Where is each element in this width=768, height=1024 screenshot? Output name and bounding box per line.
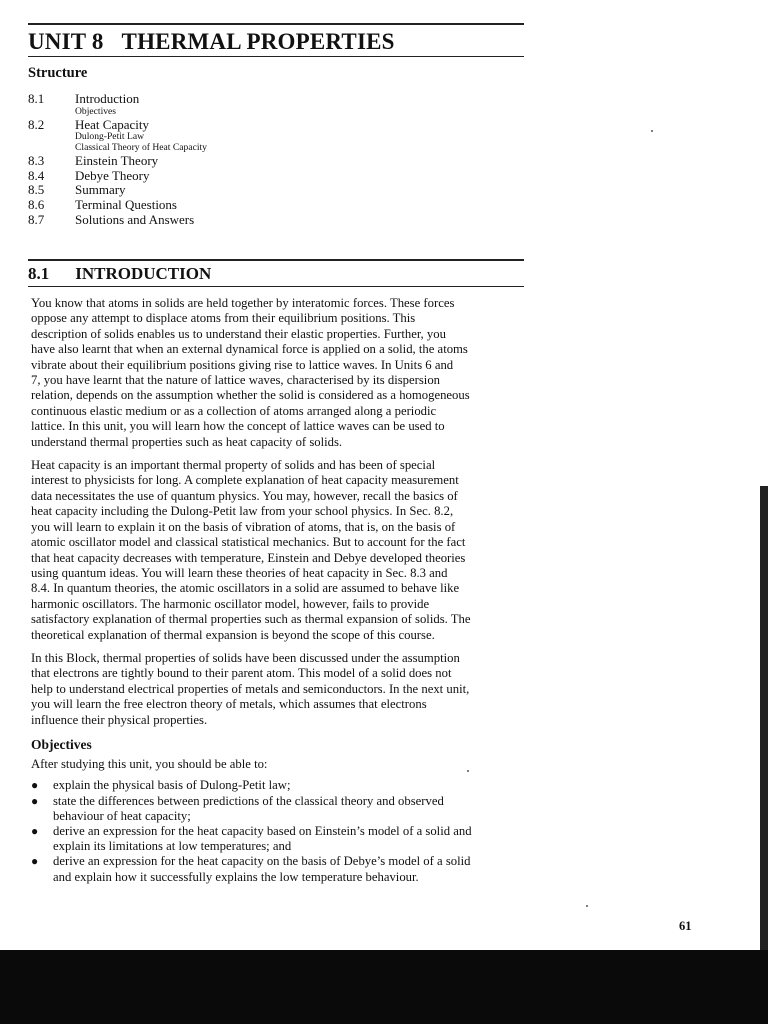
scan-speck [467,770,469,772]
structure-item-label: Terminal Questions [75,196,177,212]
structure-item [28,183,518,198]
section-top-rule [28,259,524,261]
structure-item [28,118,518,133]
scan-speck [651,130,653,132]
scan-speck [586,905,588,907]
objective-text [53,778,291,793]
paragraph-line: that heat capacity decreases with temperature, Einstein and Debye developed theories [31,550,466,565]
structure-item [28,154,518,169]
objective-item [31,824,527,854]
section-name: INTRODUCTION [75,264,212,283]
paragraph-line: interest to physicists for long. A complete explanation of heat capacity measurement [31,473,459,488]
paragraph-line: description of solids enables us to understand their elastic properties. Further, you [31,326,446,341]
scan-edge-shadow [760,486,768,950]
structure-item-number: 8.4 [28,167,45,183]
objective-text [53,854,471,884]
paragraph-line: data necessitates the use of quantum physics. You may, however, recall the basics of [31,488,458,503]
structure-item [28,92,518,107]
paragraph-line: vibrate about their equilibrium positions giving rise to lattice waves. In Units 6 and [31,357,454,372]
top-rule [28,23,524,25]
bullet-icon: ● [31,793,39,808]
objective-item [31,854,527,884]
paragraph-line: relation, depends on the assumption whether the solid is considered as a homogeneous [31,388,470,403]
paragraph-line: In this Block, thermal properties of solids have been discussed under the assumption [31,650,460,665]
objectives-intro: After studying this unit, you should be able to: [31,756,268,771]
objective-line: derive an expression for the heat capacity based on Einstein’s model of a solid and [53,823,472,838]
structure-item-label: Summary [75,182,126,198]
structure-subitem: Classical Theory of Heat Capacity [75,142,207,153]
objective-line: state the differences between predictions of the classical theory and observed [53,793,444,808]
paragraph-line: help to understand electrical properties of metals and semiconductors. In the next unit, [31,681,470,696]
paragraph-line: 7, you have learnt that the nature of lattice waves, characterised by its dispersion [31,373,441,388]
body-column [31,296,527,885]
paragraph-line: have also learnt that when an external dynamical force is applied on a solid, the atoms [31,342,468,357]
structure-item-label: Debye Theory [75,167,150,183]
objective-line: and explain how it successfully explains the low temperature behaviour. [53,869,419,884]
structure-item [28,198,518,213]
paragraph-line: influence their physical properties. [31,712,208,727]
structure-item-label: Introduction [75,91,140,106]
bullet-icon: ● [31,854,39,869]
section-number: 8.1 [28,264,50,283]
objectives-heading: Objectives [31,736,92,752]
paragraph-line: satisfactory explanation of thermal properties such as thermal expansion of solids. The [31,612,471,627]
structure-list [28,92,518,227]
paragraph-line: using quantum ideas. You will learn these theories of heat capacity in Sec. 8.3 and [31,565,448,580]
paragraph-line: heat capacity including the Dulong-Petit law from your school physics. In Sec. 8.2, [31,504,454,519]
paragraph-line: theoretical explanation of thermal expansion is beyond the scope of this course. [31,627,435,642]
structure-item [28,213,518,228]
structure-item-number: 8.6 [28,196,45,212]
bullet-icon: ● [31,823,39,838]
paragraph [31,458,527,643]
unit-number: UNIT 8 [28,29,104,54]
structure-item-number: 8.3 [28,152,45,168]
paragraph-line: Heat capacity is an important thermal property of solids and has been of special [31,458,436,473]
structure-subitem: Objectives [75,105,117,117]
unit-name: THERMAL PROPERTIES [121,29,395,54]
scan-bottom-border [0,950,768,1024]
objective-item [31,794,527,824]
paragraph-line: that electrons are tightly bound to their parent atom. This model of a solid does not [31,666,452,681]
paragraph [31,296,527,450]
structure-item [28,169,518,184]
objective-item [31,778,527,793]
objectives-list [31,778,527,884]
section-title [28,263,211,285]
structure-item-label: Einstein Theory [75,152,159,168]
paragraph-line: harmonic oscillators. The harmonic oscillator model, however, fails to provide [31,596,430,611]
paragraph-line: oppose any attempt to displace atoms from their equilibrium positions. This [31,311,416,326]
unit-title-underline [28,56,524,57]
paragraph-line: continuous elastic medium or as a collection of atoms arranged along a periodic [31,403,437,418]
objective-text [53,824,472,854]
objective-line: behaviour of heat capacity; [53,808,191,823]
structure-item-label: Solutions and Answers [75,211,195,227]
unit-title [28,28,395,56]
objective-line: explain its limitations at low temperatures; and [53,839,292,854]
structure-item-number: 8.7 [28,211,45,227]
structure-item-label: Heat Capacity [75,116,149,132]
paragraph-line: understand thermal properties such as heat capacity of solids. [31,434,343,449]
paragraph-line: atomic oscillator model and classical statistical mechanics. But to account for the fact [31,535,466,550]
section-underline [28,286,524,287]
paragraph-line: you will learn to explain it on the basis of vibration of atoms, that is, on the basis of [31,519,456,534]
objective-line: derive an expression for the heat capacity on the basis of Debye’s model of a solid [53,854,471,869]
introduction-text [31,296,527,728]
paragraph-line: 8.4. In quantum theories, the atomic oscillators in a solid are assumed to behave like [31,581,460,596]
bullet-icon: ● [31,778,39,793]
objective-text [53,794,444,824]
structure-item-number: 8.1 [28,91,45,106]
page-number: 61 [679,919,692,933]
structure-item-number: 8.2 [28,116,45,132]
paragraph-line: you will learn the free electron theory of metals, which assumes that electrons [31,697,427,712]
objective-line: explain the physical basis of Dulong-Petit law; [53,778,291,793]
structure-item-number: 8.5 [28,182,45,198]
structure-subitem: Dulong-Petit Law [75,131,145,143]
paragraph [31,651,527,728]
structure-heading: Structure [28,65,88,81]
paragraph-line: You know that atoms in solids are held together by interatomic forces. These forces [31,296,455,310]
paragraph-line: lattice. In this unit, you will learn how the concept of lattice waves can be used to [31,419,445,434]
